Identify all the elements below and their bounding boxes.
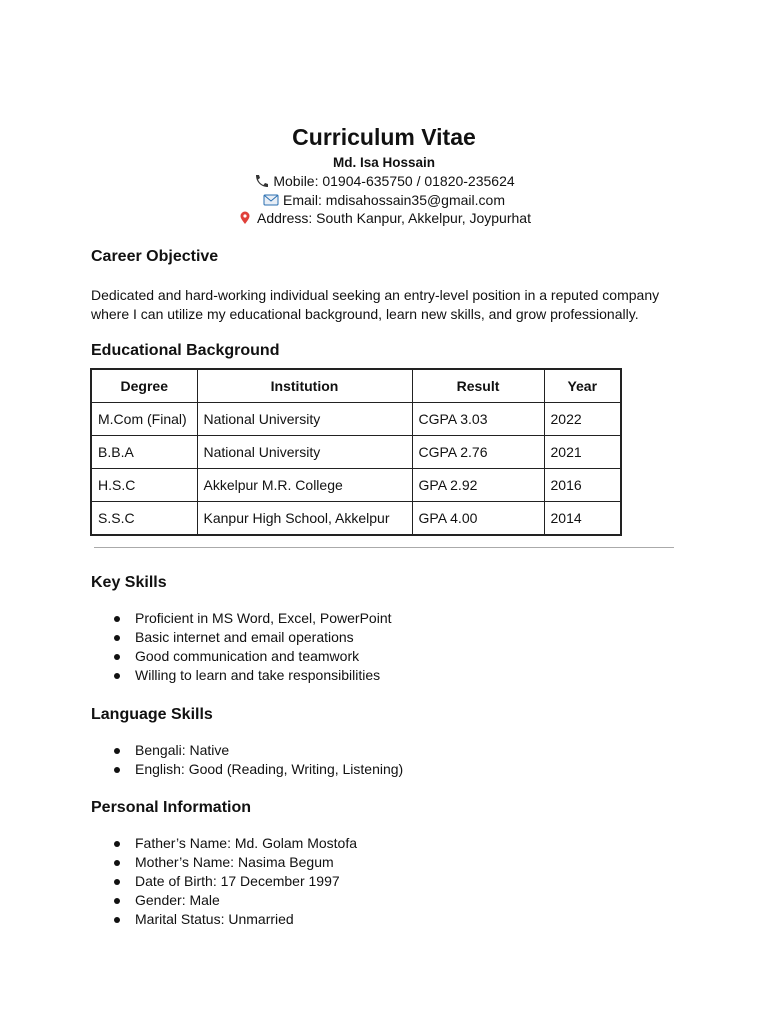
personal-info-heading: Personal Information	[91, 799, 252, 816]
column-header: Result	[412, 369, 544, 403]
institution-cell: Akkelpur M.R. College	[197, 469, 412, 502]
degree-cell: H.S.C	[91, 469, 197, 502]
column-header: Institution	[197, 369, 412, 403]
table-header-row	[91, 369, 621, 403]
list-item: Date of Birth: 17 December 1997	[91, 872, 357, 891]
key-skills-list	[91, 609, 392, 685]
mobile-text: Mobile: 01904-635750 / 01820-235624	[273, 173, 515, 189]
year-cell: 2022	[544, 403, 621, 436]
result-cell: CGPA 3.03	[412, 403, 544, 436]
table-row	[91, 469, 621, 502]
degree-cell: S.S.C	[91, 502, 197, 536]
list-item: Mother’s Name: Nasima Begum	[91, 853, 357, 872]
table-row	[91, 436, 621, 469]
column-header: Degree	[91, 369, 197, 403]
degree-cell: M.Com (Final)	[91, 403, 197, 436]
email-text: Email: mdisahossain35@gmail.com	[283, 191, 505, 208]
list-item: Proficient in MS Word, Excel, PowerPoint	[91, 609, 392, 628]
table-row	[91, 502, 621, 536]
degree-cell: B.B.A	[91, 436, 197, 469]
list-item: Bengali: Native	[91, 741, 403, 760]
address-text: Address: South Kanpur, Akkelpur, Joypurhat	[257, 210, 531, 226]
list-item: Willing to learn and take responsibilities	[91, 666, 392, 685]
cv-header	[0, 122, 768, 228]
phone-icon	[253, 174, 269, 188]
language-skills-heading: Language Skills	[91, 706, 213, 723]
contact-mobile	[0, 172, 768, 191]
education-table	[90, 368, 622, 536]
location-pin-icon	[237, 211, 253, 225]
personal-info-list	[91, 834, 357, 929]
key-skills-heading: Key Skills	[91, 574, 167, 591]
column-header: Year	[544, 369, 621, 403]
career-objective-text: Dedicated and hard-working individual seeking an entry-level position in a reputed company where I can utilize my educational background, learn new skills, and grow professionally.	[91, 287, 660, 322]
institution-cell: National University	[197, 436, 412, 469]
career-objective-heading: Career Objective	[91, 248, 219, 265]
section-divider	[94, 547, 674, 548]
year-cell: 2021	[544, 436, 621, 469]
list-item: Basic internet and email operations	[91, 628, 392, 647]
list-item: Marital Status: Unmarried	[91, 910, 357, 929]
contact-email	[0, 191, 768, 210]
list-item: Father’s Name: Md. Golam Mostofa	[91, 834, 357, 853]
education-heading: Educational Background	[91, 342, 280, 359]
contact-address	[0, 209, 768, 228]
institution-cell: National University	[197, 403, 412, 436]
candidate-name: Md. Isa Hossain	[332, 155, 436, 170]
result-cell: CGPA 2.76	[412, 436, 544, 469]
result-cell: GPA 2.92	[412, 469, 544, 502]
page-title: Curriculum Vitae	[292, 124, 476, 150]
list-item: Gender: Male	[91, 891, 357, 910]
result-cell: GPA 4.00	[412, 502, 544, 536]
year-cell: 2016	[544, 469, 621, 502]
list-item: Good communication and teamwork	[91, 647, 392, 666]
institution-cell: Kanpur High School, Akkelpur	[197, 502, 412, 536]
language-skills-list	[91, 741, 403, 779]
list-item: English: Good (Reading, Writing, Listening)	[91, 760, 403, 779]
table-row	[91, 403, 621, 436]
email-icon	[263, 193, 279, 207]
year-cell: 2014	[544, 502, 621, 536]
